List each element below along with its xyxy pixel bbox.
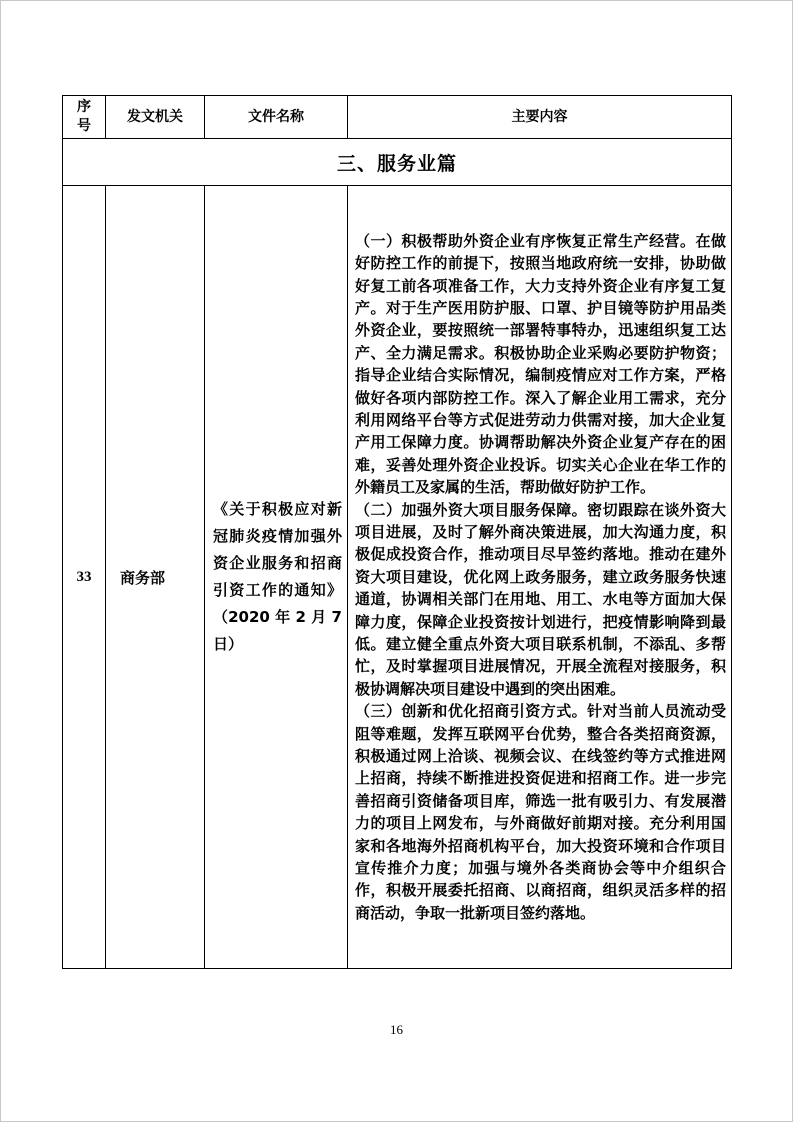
- section-header-row: [63, 139, 732, 186]
- content-paragraph-3: （三）创新和优化招商引资方式。针对当前人员流动受阻等难题，发挥互联网平台优势，整合各类招商资源，积极通过网上洽谈、视频会议、在线签约等方式推进网上招商，持续不断推进投资促进和招商工作。进一步完善招商引资储备项目库，筛选一批有吸引力、有发展潜力的项目上网发布，与外商做好前期对接。充分利用国家和各地海外招商机构平台，加大投资环境和合作项目宣传推介力度；加强与境外各类商协会等中介组织合作，积极开展委托招商、以商招商，组织灵活多样的招商活动，争取一批新项目签约落地。: [355, 702, 726, 922]
- content-paragraph-2: （二）加强外资大项目服务保障。密切跟踪在谈外资大项目进展，及时了解外商决策进展，加大沟通力度，积极促成投资合作，推动项目尽早签约落地。推动在建外资大项目建设，优化网上政务服务，建立政务服务快速通道，协调相关部门在用地、用工、水电等方面加大保障力度，保障企业投资按计划进行，把疫情影响降到最低。建立健全重点外资大项目联系机制，不添乱、多帮忙，及时掌握项目进展情况，开展全流程对接服务，积极协调解决项目建设中遇到的突出困难。: [355, 500, 726, 698]
- table-header-row: [63, 96, 732, 139]
- column-header-no: 序号: [63, 96, 106, 139]
- main-content-cell: [348, 186, 732, 969]
- page-number: 16: [390, 1022, 403, 1037]
- agency-cell: 商务部: [106, 186, 205, 969]
- section-title: 三、服务业篇: [63, 139, 732, 186]
- column-header-document: 文件名称: [205, 96, 348, 139]
- policy-table: [62, 95, 732, 969]
- content-paragraph-1: （一）积极帮助外资企业有序恢复正常生产经营。在做好防控工作的前提下，按照当地政府统一安排，协助做好复工前各项准备工作，大力支持外资企业有序复工复产。对于生产医用防护服、口罩、护目镜等防护用品类外资企业，要按照统一部署特事特办，迅速组织复工达产、全力满足需求。积极协助企业采购必要防护物资；指导企业结合实际情况，编制疫情应对工作方案，严格做好各项内部防控工作。深入了解企业用工需求，充分利用网络平台等方式促进劳动力供需对接，加大企业复产用工保障力度。协调帮助解决外资企业复产存在的困难，妥善处理外资企业投诉。切实关心企业在华工作的外籍员工及家属的生活，帮助做好防护工作。: [355, 231, 726, 497]
- table-row: [63, 186, 732, 969]
- column-header-agency: 发文机关: [106, 96, 205, 139]
- row-number-cell: 33: [63, 186, 106, 969]
- column-header-content: 主要内容: [348, 96, 732, 139]
- document-title-cell: 《关于积极应对新冠肺炎疫情加强外资企业服务和招商引资工作的通知》（2020 年 2 月 7 日）: [205, 186, 348, 969]
